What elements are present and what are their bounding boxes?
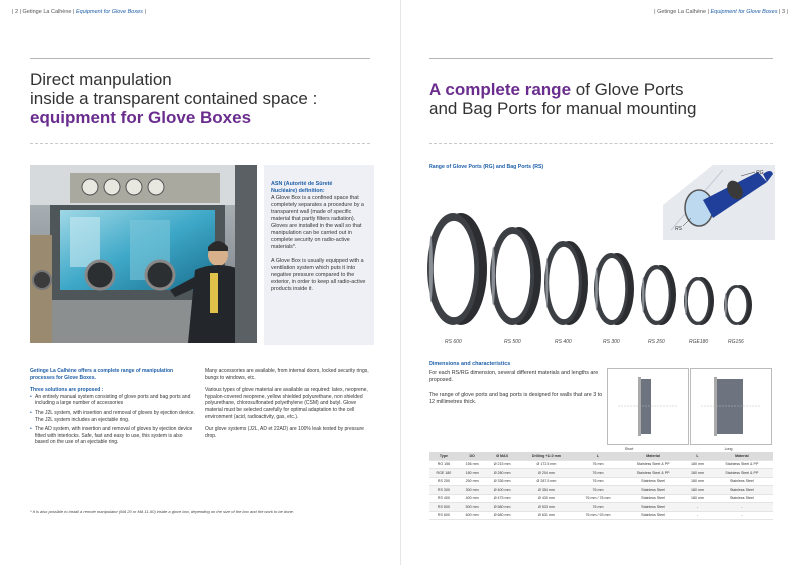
table-cell: 180 mm [684,460,711,469]
dashed-divider [30,143,370,144]
ring-highlight [642,277,644,313]
table-header-row [429,452,773,460]
table-cell: Stainless Steel [622,511,684,520]
ring-label: RS 600 [445,339,462,345]
ring-highlight [685,287,687,316]
table-row [429,477,773,486]
table-cell: Stainless Steel [622,486,684,495]
table-cell: 600 mm [459,511,486,520]
top-rule [429,58,773,59]
title-accent: A complete range [429,80,572,99]
table-row [429,460,773,469]
table-cell: Ø 204 mm [519,469,574,478]
table-cell: 180 mm [459,469,486,478]
table-cell: Ø 680 mm [485,511,518,520]
accessories-text: Many accessories are available, from internal doors, locked security rings, bungs to windows, etc. [205,368,369,381]
table-cell: 500 mm [459,503,486,512]
table-cell: Ø 287.5 mm [519,477,574,486]
table-cell: Ø 430 mm [519,494,574,503]
page-header-left: | 2 | Getinge La Calhène | Equipment for Glove Boxes | [12,9,146,15]
ring-label: RS 250 [648,339,665,345]
table-header-cell: Type [429,452,459,460]
table-cell: 180 mm [684,469,711,478]
ring-opening [599,258,626,320]
table-cell: Ø 336 mm [485,477,518,486]
table-cell: Stainless Steel [622,503,684,512]
table-cell: 76 mm [574,460,622,469]
ring-highlight [492,247,496,306]
title-line-1: of Glove Ports [571,80,684,99]
page-number: 2 [14,9,19,15]
page-header-right: | Getinge La Calhène | Equipment for Glove Boxes | 3 | [654,9,788,15]
accessories-column [205,368,370,439]
footnote: * It is also possible to install a remote manipulator (MA 20 or MA 11-60) inside a glove box, depending on the size of the box and the work to be done. [30,509,295,514]
dimensions-text-1: For each RS/RG dimension, several different materials and lengths are proposed. [429,370,599,384]
section-name: Equipment for Glove Boxes [710,9,778,15]
ring-opening [688,280,708,321]
table-cell: Ø 631 mm [519,511,574,520]
table-cell: Stainless Steel [711,486,773,495]
ring-label: RG156 [728,339,744,345]
short-port-drawing [607,368,689,445]
table-cell: Stainless Steel [622,494,684,503]
intro-column [30,368,195,449]
table-cell: 76 mm [574,469,622,478]
group-long: Long [724,446,733,451]
right-page [400,0,800,565]
list-item: • An entirely manual system consisting of glove ports and bag ports and including a large number of accessories [30,393,191,407]
long-port-drawing [690,368,772,445]
table-cell: Ø 280 mm [485,469,518,478]
solutions-list [30,394,195,446]
dimensions-table [429,445,773,520]
ring-highlight [725,293,727,317]
ring-label: RS 400 [555,339,572,345]
table-cell: 76 mm [574,503,622,512]
table-header-cell: L [574,452,622,460]
rs-label: RS [675,226,682,232]
top-rule [30,58,370,59]
table-row [429,486,773,495]
table-cell: RS 300 [429,486,459,495]
table-cell: 76 mm [574,486,622,495]
ring-opening [728,288,747,322]
table-cell: RS 250 [429,477,459,486]
table-header-cell: DO [459,452,486,460]
range-title: Range of Glove Ports (RG) and Bag Ports (RS) [429,164,544,170]
table-cell: - [684,503,711,512]
table-cell: - [711,511,773,520]
page-number: 3 [781,9,786,15]
table-cell: 76 mm / 78 mm [574,494,622,503]
ring-opening [549,247,579,319]
table-cell: Stainless Steel & PP [622,469,684,478]
solutions-title: Three solutions are proposed : [30,387,104,394]
title-line-1: Direct manpulation [30,70,172,89]
company-name: Getinge La Calhène [22,9,72,15]
ring-label: RGE180 [689,339,709,345]
table-cell: RS 400 [429,494,459,503]
table-header-cell: Ø MAX [485,452,518,460]
table-row [429,503,773,512]
table-cell: Ø 215 mm [485,460,518,469]
asn-definition-box [264,165,374,345]
table-cell: 250 mm [459,477,486,486]
page-title [429,80,696,118]
table-cell: 180 mm [684,477,711,486]
table-cell: Stainless Steel & PP [711,460,773,469]
ring-highlight [595,267,598,310]
rg-label: RG [756,170,764,176]
ring-label: RS 300 [603,339,620,345]
ring-highlight [545,258,548,308]
definition-title-1: ASN (Autorité de Sûreté [271,181,333,187]
ring-highlight [429,235,433,302]
table-cell: Stainless Steel [711,477,773,486]
table-cell: Ø 400 mm [485,486,518,495]
definition-title-2: Nucléaire) definition: [271,188,325,194]
title-accent: equipment for Glove Boxes [30,108,252,127]
table-cell: Ø 580 mm [485,503,518,512]
dashed-divider [429,143,773,144]
table-cell: Stainless Steel [622,477,684,486]
table-header-cell: L [684,452,711,460]
group-short: Short [624,446,634,451]
section-name: Equipment for Glove Boxes [75,9,143,15]
table-cell: Ø 533 mm [519,503,574,512]
table-header-cell: Drilling +1/-0 mm [519,452,574,460]
table-cell: - [711,503,773,512]
table-cell: RS 500 [429,503,459,512]
table-cell: RGE 180 [429,469,459,478]
title-line-2: and Bag Ports for manual mounting [429,99,697,118]
ring-opening [645,269,668,321]
table-cell: RG 156 [429,460,459,469]
definition-paragraph-2: A Glove Box is usually equipped with a ventilation system which puts it into negative pressure compared to the exterior, in order to keep all radio-active products inside it. [271,258,366,292]
table-group-row [429,445,773,452]
dimensions-text-2: The range of glove ports and bag ports is designed for walls that are 3 to 12 millimetres thick. [429,391,603,406]
table-row [429,511,773,520]
page-title [30,70,317,127]
table-cell: 300 mm [459,486,486,495]
leak-test-text: Our glove systems (J2L, AD et 22AD) are 100% leak tested by pressure drop. [205,426,364,439]
table-cell: 400 mm [459,494,486,503]
ring-label: RS 500 [504,339,521,345]
dimensions-text [429,370,604,407]
table-header-cell: Material [711,452,773,460]
table-cell: Stainless Steel & PP [711,469,773,478]
table-cell: 76 mm [574,477,622,486]
table-row [429,469,773,478]
table-cell: - [684,511,711,520]
intro-text: Getinge La Calhène offers a complete range of manipulation processes for Glove Boxes. [30,368,174,381]
table-cell: Ø 475 mm [485,494,518,503]
table-row [429,494,773,503]
list-item: • The J2L system, with insertion and removal of gloves by ejection device. The J2L system includes an ejectable ring. [30,409,195,423]
table-cell: Stainless Steel [711,494,773,503]
dimensions-title: Dimensions and characteristics [429,361,511,367]
list-item: • The AD system, with insertion and removal of gloves by ejection device fitted with interlocks. Safe, fast and easy to use, this system is also based on the use of an ejectable ring. [30,426,193,446]
glove-materials-text: Various types of glove material are available as required: latex, neoprene, hypalon-covered neoprene, yellow shielded polyurethane, non shielded polyurethane, chlorosulfonated polyethylene (CSM) and butyl. Glove material must be selected carefully for optimal adaptation to the cell environment (acid, radioactivity, gas, etc.). [205,387,368,420]
company-name: Getinge La Calhène [657,9,707,15]
table-cell: 180 mm [684,494,711,503]
ring-opening [434,221,475,317]
table-cell: 156 mm [459,460,486,469]
table-cell: 76 mm / 93 mm [574,511,622,520]
definition-paragraph-1: A Glove Box is a confined space that completely separates a procedure by a transparent wall (made of specific material that partly filters radiation). Gloves are installed in the wall so that manipulation can be carried out in complete security on radio-active materials*. [271,195,364,250]
table-cell: Ø 172.5 mm [519,460,574,469]
title-line-2: inside a transparent contained space : [30,89,318,108]
ring-opening [496,234,530,318]
glovebox-photo [30,165,257,343]
table-cell: Ø 354 mm [519,486,574,495]
table-cell: 180 mm [684,486,711,495]
table-cell: Stainless Steel & PP [622,460,684,469]
table-cell: RS 600 [429,511,459,520]
table-header-cell: Material [622,452,684,460]
rings-illustration [401,190,800,350]
